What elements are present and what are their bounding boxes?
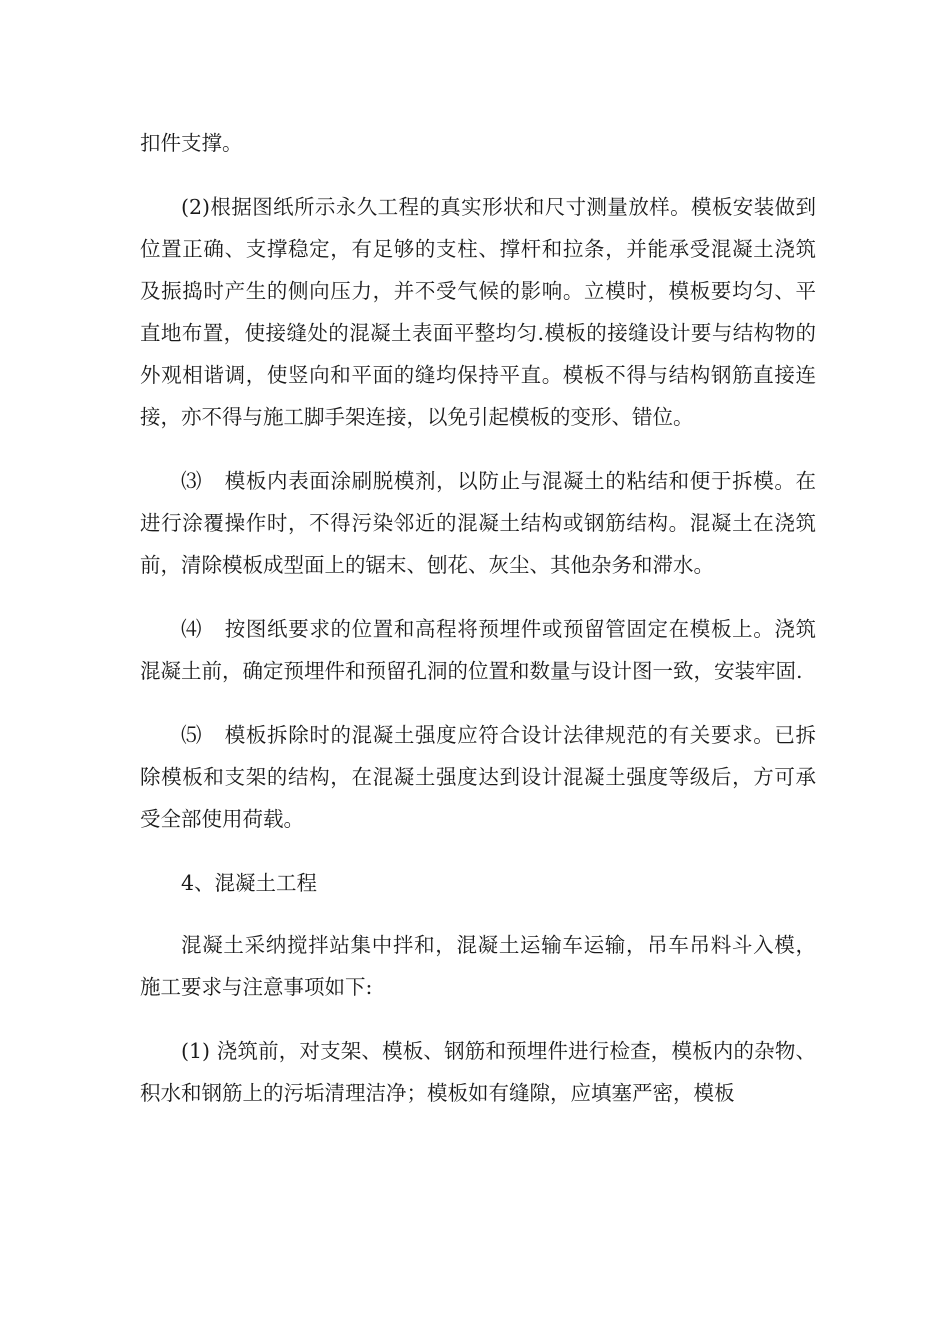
item-marker-3: ⑶ (181, 469, 203, 493)
paragraph-intro: 混凝土采纳搅拌站集中拌和，混凝土运输车运输，吊车吊料斗入模，施工要求与注意事项如下: (140, 933, 816, 999)
item-text-3: 模板内表面涂刷脱模剂，以防止与混凝土的粘结和便于拆模。在进行涂覆操作时，不得污染邻近的混凝土结构或钢筋结构。混凝土在浇筑前，清除模板成型面上的锯末、刨花、灰尘、其他杂务和滞水。 (140, 469, 817, 577)
paragraph-step-1: (1) 浇筑前，对支架、模板、钢筋和预埋件进行检查，模板内的杂物、积水和钢筋上的污垢清理洁净；模板如有缝隙，应填塞严密，模板 (140, 1039, 816, 1105)
paragraph-continuation: 扣件支撑。 (140, 131, 243, 155)
document-body (140, 122, 816, 1136)
item-text-5: 模板拆除时的混凝土强度应符合设计法律规范的有关要求。已拆除模板和支架的结构，在混凝土强度达到设计混凝土强度等级后，方可承受全部使用荷载。 (140, 723, 817, 831)
item-marker-4: ⑷ (181, 617, 203, 641)
item-marker-5: ⑸ (181, 723, 203, 747)
section-heading: 4、混凝土工程 (181, 871, 318, 895)
paragraph-item-5 (140, 714, 816, 840)
paragraph-item-3 (140, 460, 816, 586)
paragraph-item-2: (2)根据图纸所示永久工程的真实形状和尺寸测量放样。模板安装做到位置正确、支撑稳定，有足够的支柱、撑杆和拉条，并能承受混凝土浇筑及振捣时产生的侧向压力，并不受气候的影响。立模时，模板要均匀、平直地布置，使接缝处的混凝土表面平整均匀.模板的接缝设计要与结构物的外观相谐调，使竖向和平面的缝均保持平直。模板不得与结构钢筋直接连接，亦不得与施工脚手架连接，以免引起模板的变形、错位。 (140, 195, 816, 429)
paragraph-item-4 (140, 608, 816, 692)
item-text-4: 按图纸要求的位置和高程将预埋件或预留管固定在模板上。浇筑混凝土前，确定预埋件和预留孔洞的位置和数量与设计图一致，安装牢固. (140, 617, 817, 683)
